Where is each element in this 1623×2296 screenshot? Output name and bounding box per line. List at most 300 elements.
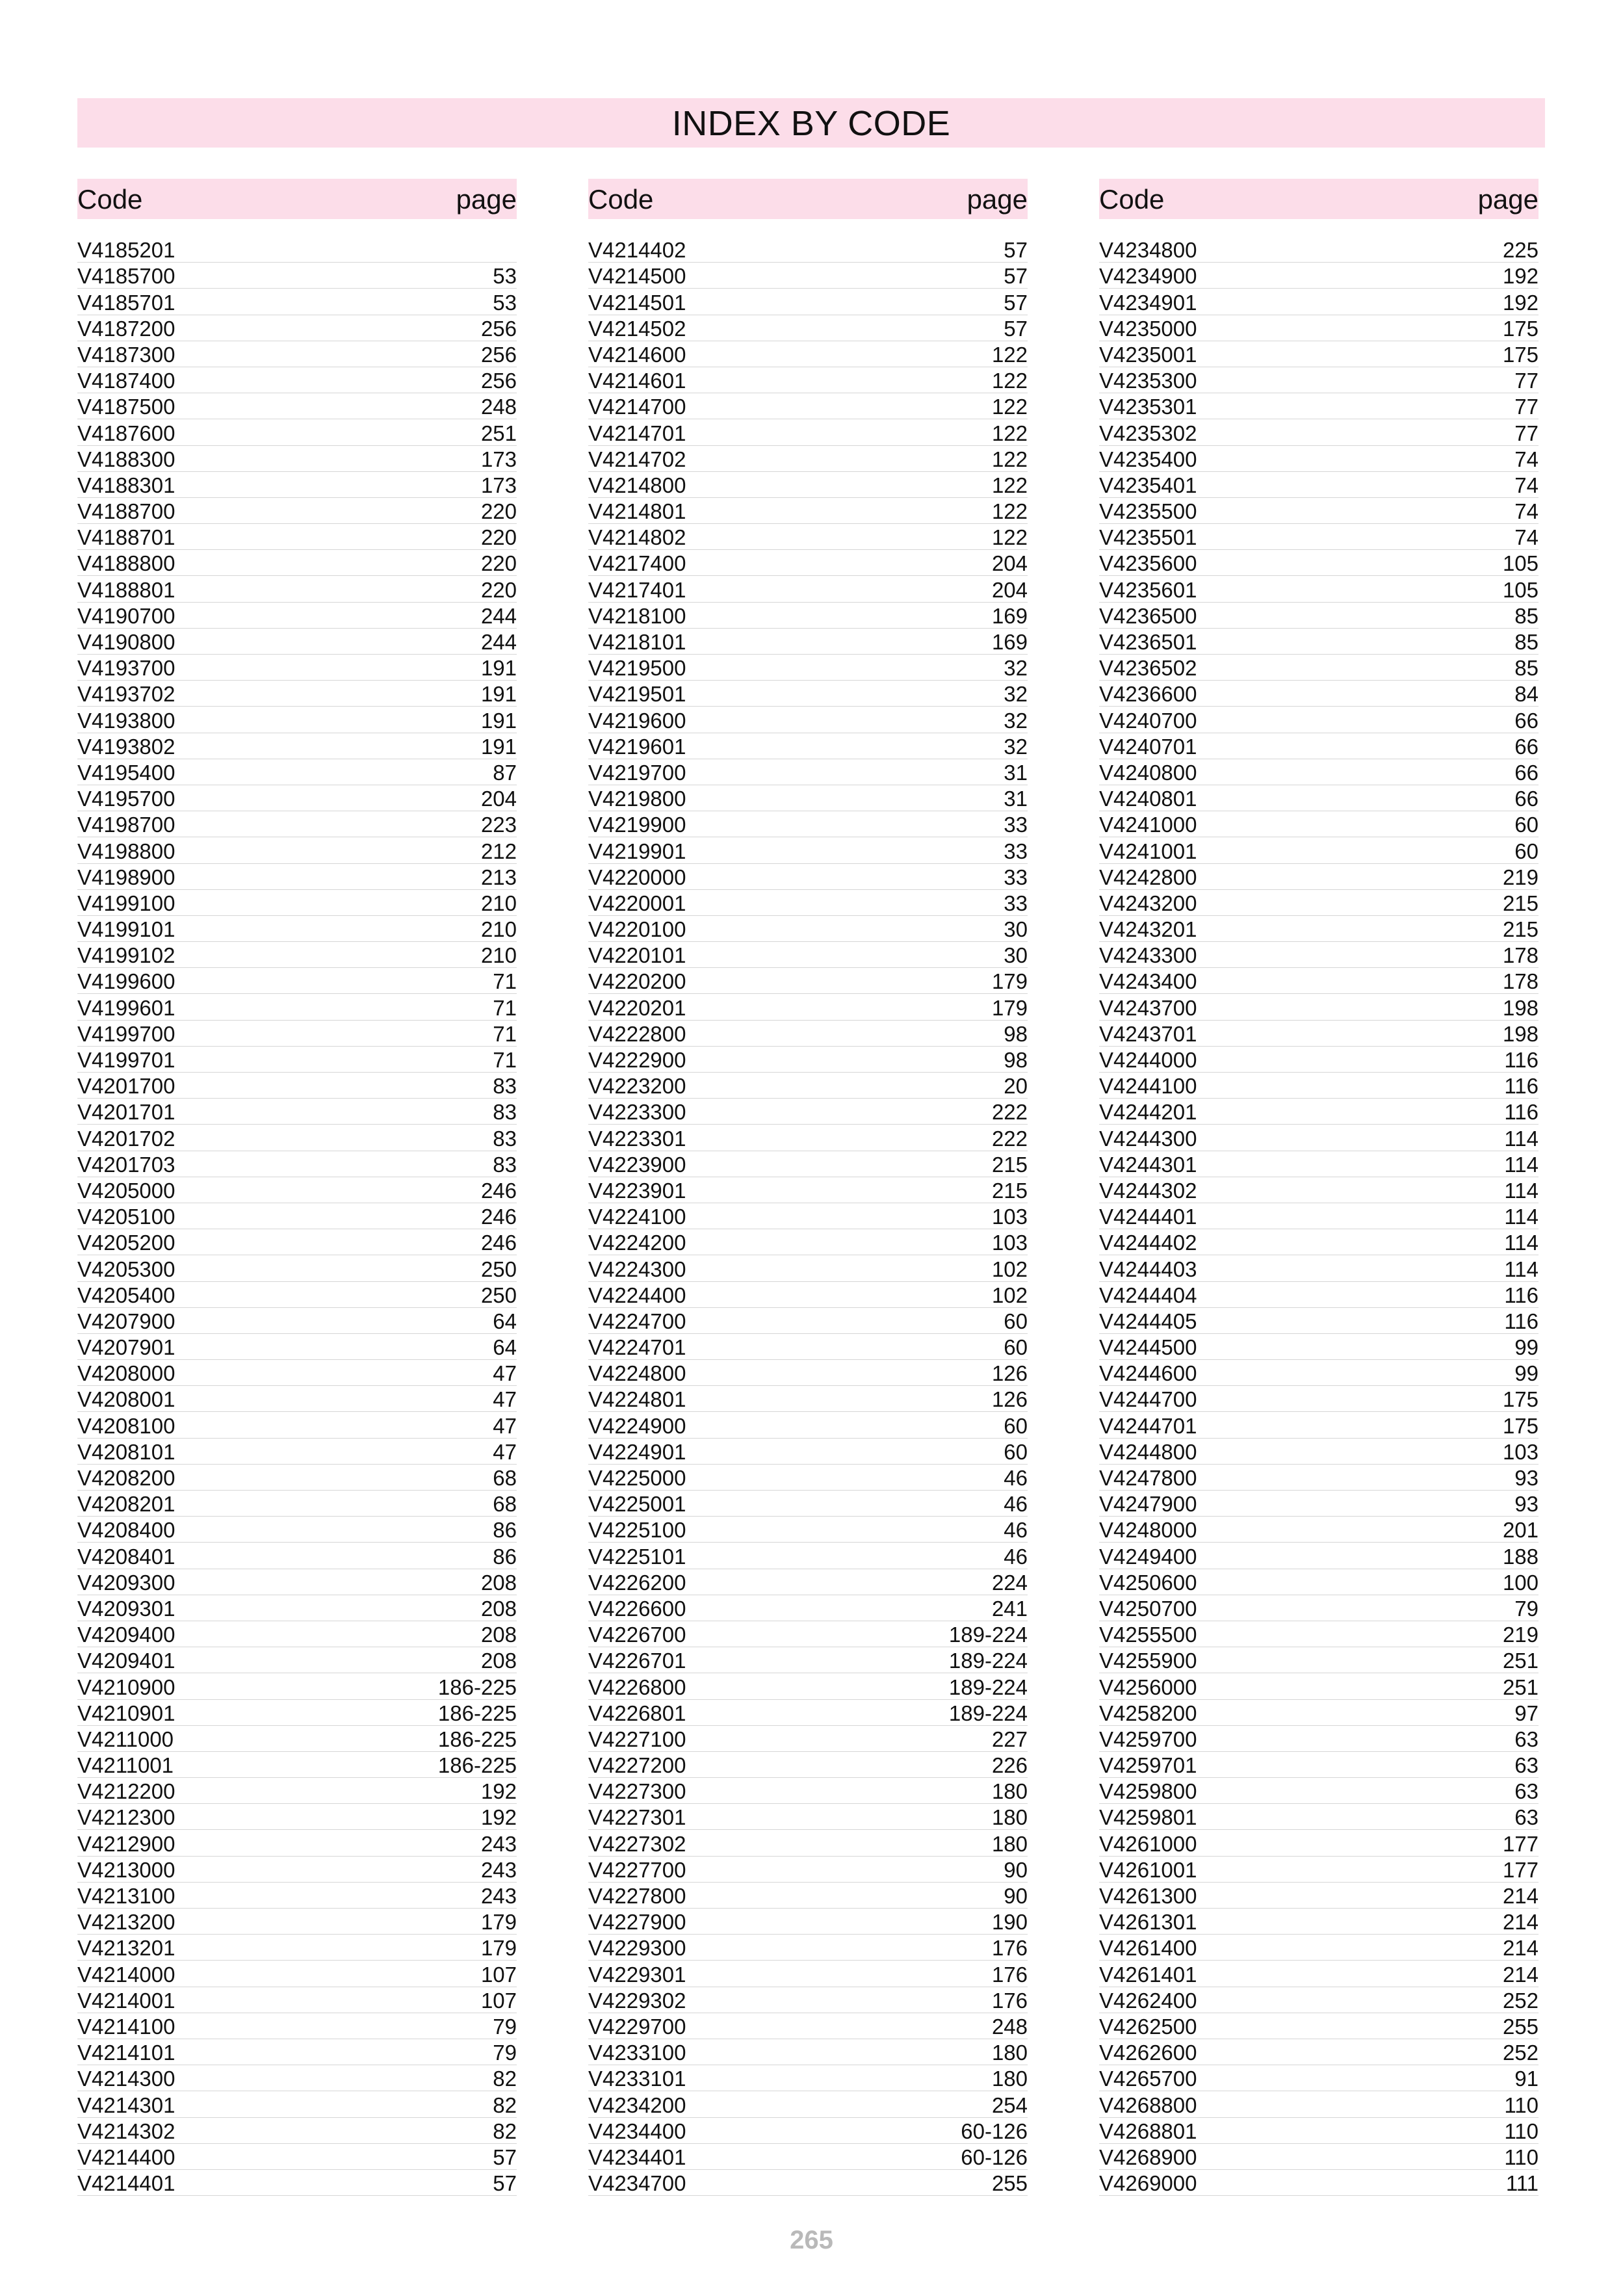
product-code: V4187400 xyxy=(77,369,175,393)
product-code: V4261300 xyxy=(1099,1884,1197,1908)
page-reference: 175 xyxy=(1502,316,1539,341)
product-code: V4201703 xyxy=(77,1152,175,1177)
product-code: V4268900 xyxy=(1099,2145,1197,2169)
page-reference: 169 xyxy=(991,630,1028,654)
index-row xyxy=(77,1073,517,1099)
index-row xyxy=(588,1151,1028,1177)
page-reference: 191 xyxy=(480,682,517,707)
product-code: V4235302 xyxy=(1099,421,1197,445)
index-row xyxy=(77,1334,517,1360)
page-reference: 71 xyxy=(493,1021,517,1046)
product-code: V4247800 xyxy=(1099,1466,1197,1490)
page-reference: 189-224 xyxy=(948,1649,1028,1673)
page-reference: 224 xyxy=(991,1570,1028,1595)
page-reference: 71 xyxy=(493,1048,517,1072)
index-row xyxy=(588,864,1028,890)
page-reference: 122 xyxy=(991,525,1028,550)
index-row xyxy=(1099,289,1539,315)
page-reference: 180 xyxy=(991,1779,1028,1804)
product-code: V4212900 xyxy=(77,1831,175,1856)
page-reference: 204 xyxy=(991,577,1028,602)
index-row xyxy=(588,733,1028,759)
product-code: V4235300 xyxy=(1099,369,1197,393)
index-row xyxy=(77,2065,517,2091)
product-code: V4217400 xyxy=(588,551,686,576)
page-reference: 102 xyxy=(991,1257,1028,1281)
page-reference: 30 xyxy=(1004,943,1028,968)
index-row xyxy=(77,1830,517,1856)
product-code: V4261401 xyxy=(1099,1962,1197,1987)
product-code: V4240700 xyxy=(1099,708,1197,733)
index-row xyxy=(1099,1151,1539,1177)
page-reference: 85 xyxy=(1514,656,1539,681)
product-code: V4259701 xyxy=(1099,1753,1197,1778)
page-reference: 122 xyxy=(991,421,1028,445)
product-code: V4214101 xyxy=(77,2041,175,2065)
index-row xyxy=(588,1883,1028,1909)
product-code: V4235301 xyxy=(1099,395,1197,419)
page-reference: 173 xyxy=(480,447,517,471)
index-row xyxy=(77,1543,517,1569)
product-code: V4236600 xyxy=(1099,682,1197,707)
index-row xyxy=(77,1360,517,1386)
index-row xyxy=(77,419,517,445)
page-reference: 114 xyxy=(1504,1126,1539,1151)
index-row xyxy=(77,1517,517,1543)
product-code: V4227700 xyxy=(588,1857,686,1882)
page-reference: 256 xyxy=(480,316,517,341)
product-code: V4212300 xyxy=(77,1805,175,1830)
product-code: V4224801 xyxy=(588,1387,686,1412)
page-reference: 192 xyxy=(480,1805,517,1830)
index-row xyxy=(1099,1021,1539,1047)
index-row xyxy=(77,1778,517,1804)
index-row xyxy=(588,1935,1028,1961)
page-reference: 86 xyxy=(493,1518,517,1543)
product-code: V4211001 xyxy=(77,1753,174,1778)
index-row xyxy=(1099,1621,1539,1647)
product-code: V4208400 xyxy=(77,1518,175,1543)
page-reference: 79 xyxy=(493,2041,517,2065)
index-row xyxy=(77,1987,517,2013)
index-row xyxy=(588,1047,1028,1073)
page-reference: 93 xyxy=(1514,1492,1539,1517)
page-reference: 68 xyxy=(493,1492,517,1517)
product-code: V4229700 xyxy=(588,2014,686,2039)
page-reference: 57 xyxy=(493,2171,517,2196)
product-code: V4199102 xyxy=(77,943,175,968)
product-code: V4226200 xyxy=(588,1570,686,1595)
page-reference: 189-224 xyxy=(948,1623,1028,1647)
product-code: V4214801 xyxy=(588,499,686,524)
product-code: V4244403 xyxy=(1099,1257,1197,1281)
page-reference: 251 xyxy=(480,421,517,445)
page-reference: 186-225 xyxy=(437,1753,517,1778)
index-row xyxy=(1099,1073,1539,1099)
page-reference: 204 xyxy=(991,551,1028,576)
page-reference: 243 xyxy=(480,1831,517,1856)
product-code: V4227300 xyxy=(588,1779,686,1804)
page-header: page xyxy=(456,184,517,215)
product-code: V4193802 xyxy=(77,734,175,759)
page-reference: 110 xyxy=(1504,2093,1539,2117)
product-code: V4188801 xyxy=(77,577,175,602)
page-reference: 107 xyxy=(480,1962,517,1987)
index-row xyxy=(77,1700,517,1726)
product-code: V4249400 xyxy=(1099,1544,1197,1569)
product-code: V4244401 xyxy=(1099,1205,1197,1229)
index-row xyxy=(77,1412,517,1438)
index-row xyxy=(588,1439,1028,1465)
product-code: V4201700 xyxy=(77,1074,175,1099)
product-code: V4219601 xyxy=(588,734,686,759)
index-row xyxy=(588,1543,1028,1569)
index-row xyxy=(1099,2144,1539,2170)
index-row xyxy=(77,446,517,472)
page-header: page xyxy=(1477,184,1539,215)
product-code: V4199100 xyxy=(77,891,175,915)
product-code: V4244000 xyxy=(1099,1048,1197,1072)
page-reference: 251 xyxy=(1502,1649,1539,1673)
index-row xyxy=(1099,1255,1539,1281)
index-row xyxy=(77,811,517,837)
index-row xyxy=(1099,1961,1539,1987)
index-row xyxy=(77,603,517,629)
index-row xyxy=(1099,681,1539,707)
index-row xyxy=(77,2118,517,2144)
product-code: V4244301 xyxy=(1099,1152,1197,1177)
index-row xyxy=(77,1569,517,1595)
index-row xyxy=(588,1282,1028,1308)
product-code: V4214600 xyxy=(588,342,686,367)
index-row xyxy=(77,1621,517,1647)
product-code: V4220201 xyxy=(588,995,686,1020)
index-row xyxy=(1099,1517,1539,1543)
index-row xyxy=(588,1229,1028,1255)
product-code: V4219700 xyxy=(588,760,686,785)
product-code: V4223901 xyxy=(588,1178,686,1203)
product-code: V4234400 xyxy=(588,2119,686,2143)
page-reference: 214 xyxy=(1502,1936,1539,1961)
index-row xyxy=(588,1491,1028,1517)
page-reference: 191 xyxy=(480,734,517,759)
page-reference: 74 xyxy=(1514,525,1539,550)
index-row xyxy=(1099,1543,1539,1569)
page-reference: 47 xyxy=(493,1439,517,1464)
index-column-1 xyxy=(77,179,517,2196)
product-code: V4225000 xyxy=(588,1466,686,1490)
page-reference: 110 xyxy=(1504,2119,1539,2143)
product-code: V4211000 xyxy=(77,1727,174,1751)
index-row xyxy=(588,1857,1028,1883)
index-row xyxy=(77,1647,517,1673)
index-row xyxy=(77,550,517,576)
page-reference: 177 xyxy=(1502,1831,1539,1856)
page-reference: 32 xyxy=(1004,734,1028,759)
page-reference: 47 xyxy=(493,1413,517,1438)
page-reference: 83 xyxy=(493,1074,517,1099)
page-reference: 60 xyxy=(1004,1413,1028,1438)
page-reference: 99 xyxy=(1514,1361,1539,1386)
page-reference: 210 xyxy=(480,917,517,942)
index-row xyxy=(588,1255,1028,1281)
page-reference: 97 xyxy=(1514,1701,1539,1725)
index-row xyxy=(588,237,1028,263)
index-row xyxy=(588,1621,1028,1647)
page-reference: 116 xyxy=(1504,1100,1539,1125)
index-row xyxy=(1099,811,1539,837)
index-row xyxy=(1099,1778,1539,1804)
page-reference: 90 xyxy=(1004,1884,1028,1908)
product-code: V4250600 xyxy=(1099,1570,1197,1595)
page-reference: 103 xyxy=(991,1205,1028,1229)
page-reference: 99 xyxy=(1514,1335,1539,1360)
page-reference: 222 xyxy=(991,1100,1028,1125)
product-code: V4188300 xyxy=(77,447,175,471)
index-row xyxy=(588,263,1028,289)
index-row xyxy=(77,2170,517,2196)
index-row xyxy=(77,1282,517,1308)
index-row xyxy=(77,2144,517,2170)
index-row xyxy=(1099,550,1539,576)
product-code: V4241000 xyxy=(1099,813,1197,837)
index-row xyxy=(77,1465,517,1491)
page-reference: 86 xyxy=(493,1544,517,1569)
product-code: V4195700 xyxy=(77,787,175,811)
product-code: V4188701 xyxy=(77,525,175,550)
page-reference: 100 xyxy=(1502,1570,1539,1595)
index-row xyxy=(1099,2065,1539,2091)
product-code: V4199700 xyxy=(77,1021,175,1046)
index-row xyxy=(588,707,1028,733)
product-code: V4219501 xyxy=(588,682,686,707)
product-code: V4226700 xyxy=(588,1623,686,1647)
index-row xyxy=(588,1099,1028,1125)
index-row xyxy=(588,1308,1028,1334)
page-reference: 63 xyxy=(1514,1779,1539,1804)
page-reference: 32 xyxy=(1004,656,1028,681)
page-reference: 116 xyxy=(1504,1283,1539,1307)
product-code: V4208001 xyxy=(77,1387,175,1412)
page-reference: 60 xyxy=(1004,1335,1028,1360)
index-row xyxy=(77,1386,517,1412)
index-row xyxy=(588,1909,1028,1935)
index-row xyxy=(77,733,517,759)
page-reference: 31 xyxy=(1004,787,1028,811)
page-reference: 227 xyxy=(991,1727,1028,1751)
product-code: V4244402 xyxy=(1099,1231,1197,1255)
product-code: V4220000 xyxy=(588,865,686,889)
page-reference: 82 xyxy=(493,2093,517,2117)
index-row xyxy=(77,1909,517,1935)
index-row xyxy=(1099,2013,1539,2039)
product-code: V4201701 xyxy=(77,1100,175,1125)
product-code: V4235500 xyxy=(1099,499,1197,524)
page-reference: 204 xyxy=(480,787,517,811)
index-row xyxy=(1099,1987,1539,2013)
page-reference: 179 xyxy=(991,969,1028,994)
page-reference: 85 xyxy=(1514,603,1539,628)
product-code: V4244201 xyxy=(1099,1100,1197,1125)
page-reference: 192 xyxy=(1502,290,1539,315)
product-code: V4220001 xyxy=(588,891,686,915)
index-row xyxy=(588,315,1028,341)
product-code: V4198700 xyxy=(77,813,175,837)
product-code: V4262500 xyxy=(1099,2014,1197,2039)
page-reference: 116 xyxy=(1504,1074,1539,1099)
index-row xyxy=(77,2013,517,2039)
index-row xyxy=(77,968,517,994)
index-row xyxy=(588,603,1028,629)
code-header: Code xyxy=(77,184,143,215)
page-reference: 33 xyxy=(1004,813,1028,837)
page-reference: 110 xyxy=(1504,2145,1539,2169)
product-code: V4235600 xyxy=(1099,551,1197,576)
page-reference: 169 xyxy=(991,603,1028,628)
page-reference: 122 xyxy=(991,369,1028,393)
index-row xyxy=(588,1360,1028,1386)
page-reference: 251 xyxy=(1502,1675,1539,1699)
code-header: Code xyxy=(1099,184,1165,215)
product-code: V4226701 xyxy=(588,1649,686,1673)
product-code: V4214100 xyxy=(77,2014,175,2039)
index-row xyxy=(1099,393,1539,419)
index-row xyxy=(77,289,517,315)
page-reference: 246 xyxy=(480,1231,517,1255)
product-code: V4244600 xyxy=(1099,1361,1197,1386)
product-code: V4224100 xyxy=(588,1205,686,1229)
index-row xyxy=(77,2039,517,2065)
product-code: V4227800 xyxy=(588,1884,686,1908)
index-row xyxy=(1099,916,1539,942)
product-code: V4243400 xyxy=(1099,969,1197,994)
page-reference: 180 xyxy=(991,2067,1028,2091)
index-row xyxy=(1099,341,1539,367)
product-code: V4259801 xyxy=(1099,1805,1197,1830)
product-code: V4214500 xyxy=(588,264,686,289)
page-reference: 114 xyxy=(1504,1178,1539,1203)
product-code: V4187200 xyxy=(77,316,175,341)
page-reference: 47 xyxy=(493,1387,517,1412)
product-code: V4201702 xyxy=(77,1126,175,1151)
index-row xyxy=(588,1830,1028,1856)
product-code: V4234700 xyxy=(588,2171,686,2196)
index-row xyxy=(1099,576,1539,602)
page-reference: 66 xyxy=(1514,787,1539,811)
product-code: V4185700 xyxy=(77,264,175,289)
product-code: V4244100 xyxy=(1099,1074,1197,1099)
page-reference: 60 xyxy=(1514,839,1539,863)
page-reference: 215 xyxy=(991,1152,1028,1177)
index-rows xyxy=(1099,237,1539,2196)
page-reference: 189-224 xyxy=(948,1701,1028,1725)
page-reference: 64 xyxy=(493,1335,517,1360)
page-reference: 60 xyxy=(1004,1439,1028,1464)
index-row xyxy=(1099,1386,1539,1412)
index-row xyxy=(77,1308,517,1334)
page-reference: 178 xyxy=(1502,943,1539,968)
product-code: V4269000 xyxy=(1099,2171,1197,2196)
product-code: V4220100 xyxy=(588,917,686,942)
product-code: V4236500 xyxy=(1099,603,1197,628)
product-code: V4235400 xyxy=(1099,447,1197,471)
index-row xyxy=(1099,1595,1539,1621)
page-reference: 91 xyxy=(1514,2067,1539,2091)
index-row xyxy=(77,1673,517,1699)
index-row xyxy=(1099,1700,1539,1726)
page-reference: 53 xyxy=(493,264,517,289)
page-reference: 63 xyxy=(1514,1727,1539,1751)
page-reference: 57 xyxy=(1004,290,1028,315)
product-code: V4234800 xyxy=(1099,238,1197,263)
page-reference: 32 xyxy=(1004,708,1028,733)
product-code: V4226801 xyxy=(588,1701,686,1725)
product-code: V4214001 xyxy=(77,1988,175,2013)
page-reference: 212 xyxy=(480,839,517,863)
page-reference: 192 xyxy=(480,1779,517,1804)
product-code: V4214702 xyxy=(588,447,686,471)
index-row xyxy=(1099,785,1539,811)
product-code: V4244302 xyxy=(1099,1178,1197,1203)
index-row xyxy=(1099,968,1539,994)
index-row xyxy=(1099,1360,1539,1386)
page-reference: 176 xyxy=(991,1936,1028,1961)
product-code: V4265700 xyxy=(1099,2067,1197,2091)
page-reference: 250 xyxy=(480,1283,517,1307)
page-reference: 79 xyxy=(493,2014,517,2039)
page-reference: 256 xyxy=(480,342,517,367)
page-reference: 208 xyxy=(480,1649,517,1673)
index-row xyxy=(1099,2091,1539,2117)
product-code: V4244404 xyxy=(1099,1283,1197,1307)
product-code: V4188700 xyxy=(77,499,175,524)
product-code: V4255900 xyxy=(1099,1649,1197,1673)
page-reference: 66 xyxy=(1514,760,1539,785)
product-code: V4229301 xyxy=(588,1962,686,1987)
page-reference: 122 xyxy=(991,395,1028,419)
product-code: V4224800 xyxy=(588,1361,686,1386)
product-code: V4213000 xyxy=(77,1857,175,1882)
page-reference: 241 xyxy=(991,1596,1028,1621)
page-reference: 57 xyxy=(1004,238,1028,263)
index-row xyxy=(1099,864,1539,890)
index-column-2 xyxy=(588,179,1028,2196)
product-code: V4234901 xyxy=(1099,290,1197,315)
page-reference: 31 xyxy=(1004,760,1028,785)
page-reference: 84 xyxy=(1514,682,1539,707)
product-code: V4222800 xyxy=(588,1021,686,1046)
index-row xyxy=(588,1987,1028,2013)
page-reference: 33 xyxy=(1004,891,1028,915)
index-row xyxy=(77,994,517,1020)
product-code: V4193700 xyxy=(77,656,175,681)
page-reference: 105 xyxy=(1502,577,1539,602)
column-header xyxy=(1099,179,1539,219)
page-reference: 191 xyxy=(480,656,517,681)
product-code: V4244800 xyxy=(1099,1439,1197,1464)
index-row xyxy=(1099,942,1539,968)
page-reference: 175 xyxy=(1502,1413,1539,1438)
index-row xyxy=(77,341,517,367)
page-reference: 122 xyxy=(991,447,1028,471)
product-code: V4244300 xyxy=(1099,1126,1197,1151)
product-code: V4243300 xyxy=(1099,943,1197,968)
index-row xyxy=(588,811,1028,837)
page-reference: 87 xyxy=(493,760,517,785)
index-row xyxy=(588,890,1028,916)
page-reference: 214 xyxy=(1502,1884,1539,1908)
product-code: V4223300 xyxy=(588,1100,686,1125)
